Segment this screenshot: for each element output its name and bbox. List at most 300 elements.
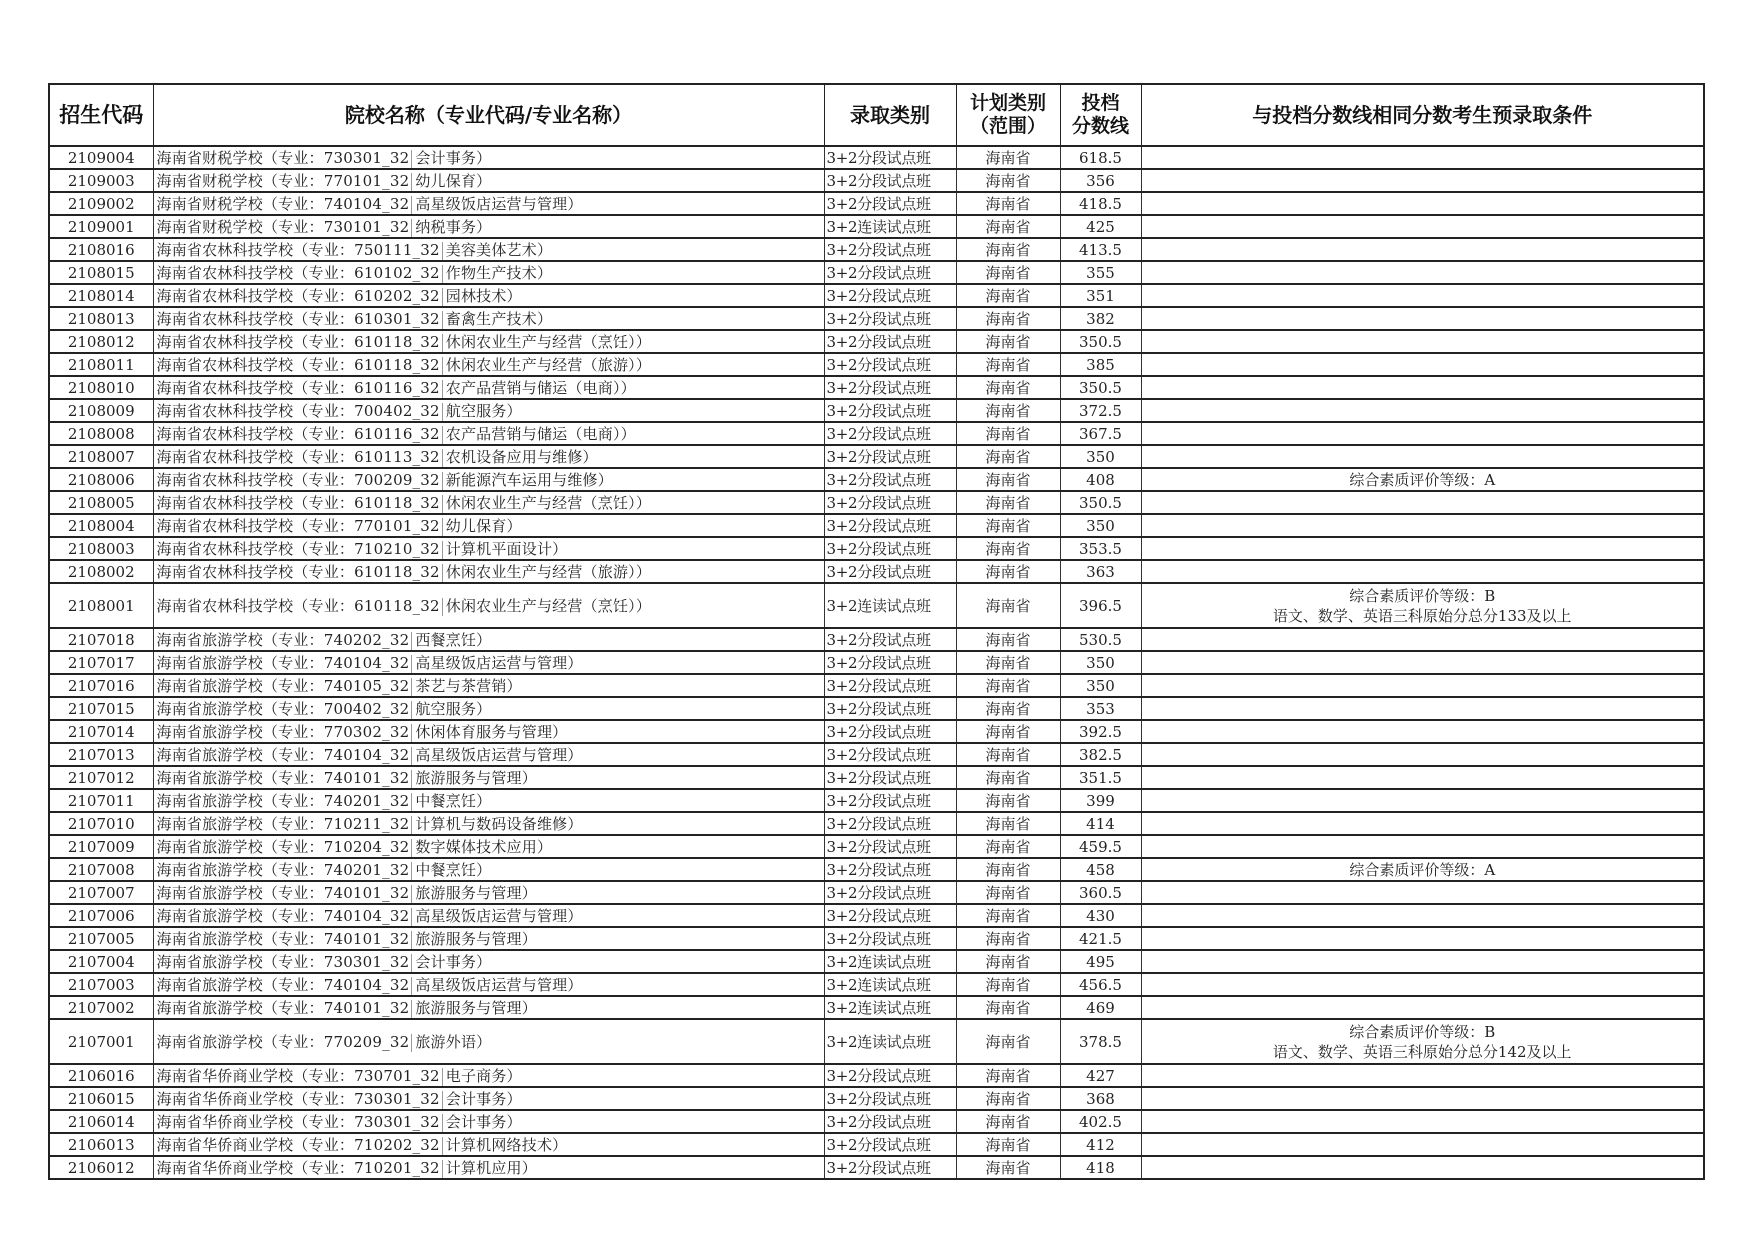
school-major-name [153,215,824,238]
school-major-name [153,743,824,766]
separator [442,541,443,559]
tie-condition [1141,1064,1704,1087]
enrollment-code: 2108001 [49,583,153,628]
separator [442,265,443,283]
school-major-name [153,376,824,399]
table-header-row [49,84,1704,146]
tie-condition [1141,560,1704,583]
major-name: 农产品营销与储运（电商）） [445,378,636,397]
cutoff-score: 412 [1060,1133,1141,1156]
school-major-name [153,537,824,560]
major-name: 会计事务） [415,148,492,167]
header-plan-type-line1: 计划类别 [969,92,1046,114]
cutoff-score: 456.5 [1060,973,1141,996]
table-row [49,261,1704,284]
cutoff-score: 353 [1060,697,1141,720]
major-name: 休闲农业生产与经营（旅游）） [445,562,652,581]
enrollment-code: 2108002 [49,560,153,583]
cutoff-score: 458 [1060,858,1141,881]
admission-type: 3+2分段试点班 [824,904,956,927]
major-name: 高星级饭店运营与管理） [415,194,583,213]
tie-condition [1141,215,1704,238]
school-and-major-code: 海南省旅游学校（专业：740104_32 [156,653,410,672]
plan-type: 海南省 [956,215,1060,238]
school-and-major-code: 海南省农林科技学校（专业：610118_32 [156,332,440,351]
tie-condition [1141,330,1704,353]
plan-type: 海南省 [956,560,1060,583]
major-name: 数字媒体技术应用） [415,837,553,856]
school-major-name [153,1133,824,1156]
table-row [49,1110,1704,1133]
plan-type: 海南省 [956,628,1060,651]
plan-type: 海南省 [956,950,1060,973]
table-row [49,560,1704,583]
tie-condition [1141,766,1704,789]
admission-type: 3+2分段试点班 [824,674,956,697]
tie-condition [1141,1019,1704,1064]
header-enrollment-code: 招生代码 [49,84,153,146]
separator [411,977,412,995]
separator [442,426,443,444]
cutoff-score: 418 [1060,1156,1141,1179]
cutoff-score: 414 [1060,812,1141,835]
plan-type: 海南省 [956,238,1060,261]
school-and-major-code: 海南省农林科技学校（专业：610202_32 [156,286,440,305]
enrollment-code: 2107007 [49,881,153,904]
admission-type: 3+2分段试点班 [824,491,956,514]
school-and-major-code: 海南省农林科技学校（专业：610118_32 [156,493,440,512]
cutoff-score: 385 [1060,353,1141,376]
separator [411,931,412,949]
school-major-name [153,583,824,628]
major-name: 航空服务） [415,699,492,718]
plan-type: 海南省 [956,1019,1060,1064]
plan-type: 海南省 [956,445,1060,468]
table-row [49,445,1704,468]
separator [411,1034,412,1052]
cutoff-score: 378.5 [1060,1019,1141,1064]
plan-type: 海南省 [956,514,1060,537]
school-major-name [153,330,824,353]
tie-condition [1141,491,1704,514]
major-name: 美容美体艺术） [445,240,553,259]
admission-type: 3+2分段试点班 [824,169,956,192]
separator [411,816,412,834]
school-major-name [153,146,824,169]
tie-condition [1141,192,1704,215]
cutoff-score: 367.5 [1060,422,1141,445]
school-major-name [153,353,824,376]
table-row [49,950,1704,973]
header-admission-type: 录取类别 [824,84,956,146]
plan-type: 海南省 [956,881,1060,904]
major-name: 旅游服务与管理） [415,768,537,787]
table-row [49,697,1704,720]
plan-type: 海南省 [956,307,1060,330]
admission-type: 3+2连读试点班 [824,583,956,628]
school-and-major-code: 海南省华侨商业学校（专业：710201_32 [156,1158,440,1177]
tie-condition [1141,904,1704,927]
school-and-major-code: 海南省旅游学校（专业：740101_32 [156,768,410,787]
cutoff-score: 392.5 [1060,720,1141,743]
table-row [49,215,1704,238]
admission-type: 3+2分段试点班 [824,560,956,583]
school-and-major-code: 海南省农林科技学校（专业：610113_32 [156,447,440,466]
tie-condition [1141,169,1704,192]
admission-type: 3+2分段试点班 [824,720,956,743]
plan-type: 海南省 [956,1064,1060,1087]
major-name: 会计事务） [445,1112,522,1131]
separator [442,357,443,375]
table-row [49,583,1704,628]
table-row [49,766,1704,789]
school-and-major-code: 海南省财税学校（专业：730101_32 [156,217,410,236]
tie-condition [1141,996,1704,1019]
plan-type: 海南省 [956,583,1060,628]
header-tie-condition: 与投档分数线相同分数考生预录取条件 [1141,84,1704,146]
enrollment-code: 2107005 [49,927,153,950]
cutoff-score: 353.5 [1060,537,1141,560]
admission-type: 3+2分段试点班 [824,399,956,422]
enrollment-code: 2108012 [49,330,153,353]
plan-type: 海南省 [956,789,1060,812]
school-major-name [153,491,824,514]
separator [442,472,443,490]
tie-condition [1141,812,1704,835]
separator [411,150,412,168]
cutoff-score: 425 [1060,215,1141,238]
enrollment-code: 2107018 [49,628,153,651]
separator [411,173,412,191]
school-major-name [153,1087,824,1110]
plan-type: 海南省 [956,674,1060,697]
plan-type: 海南省 [956,812,1060,835]
table-row [49,789,1704,812]
major-name: 作物生产技术） [445,263,553,282]
admission-type: 3+2分段试点班 [824,1156,956,1179]
table-row [49,858,1704,881]
school-major-name [153,674,824,697]
plan-type: 海南省 [956,697,1060,720]
cutoff-score: 413.5 [1060,238,1141,261]
tie-condition [1141,146,1704,169]
admission-type: 3+2分段试点班 [824,445,956,468]
enrollment-code: 2108013 [49,307,153,330]
admission-type: 3+2分段试点班 [824,1064,956,1087]
admission-type: 3+2分段试点班 [824,468,956,491]
admission-type: 3+2分段试点班 [824,697,956,720]
separator [442,1137,443,1155]
school-major-name [153,468,824,491]
school-major-name [153,789,824,812]
tie-condition [1141,881,1704,904]
school-major-name [153,284,824,307]
plan-type: 海南省 [956,973,1060,996]
table-row [49,307,1704,330]
enrollment-code: 2108007 [49,445,153,468]
major-name: 旅游服务与管理） [415,883,537,902]
plan-type: 海南省 [956,261,1060,284]
plan-type: 海南省 [956,1133,1060,1156]
enrollment-code: 2108008 [49,422,153,445]
enrollment-code: 2107016 [49,674,153,697]
major-name: 农产品营销与储运（电商）） [445,424,636,443]
admission-type: 3+2分段试点班 [824,238,956,261]
tie-condition [1141,422,1704,445]
school-and-major-code: 海南省农林科技学校（专业：610118_32 [156,562,440,581]
enrollment-code: 2107004 [49,950,153,973]
enrollment-code: 2106012 [49,1156,153,1179]
enrollment-code: 2109003 [49,169,153,192]
table-row [49,1064,1704,1087]
tie-condition [1141,789,1704,812]
school-and-major-code: 海南省华侨商业学校（专业：730301_32 [156,1089,440,1108]
major-name: 幼儿保育） [445,516,522,535]
header-cutoff-score-line1: 投档 [1081,92,1120,114]
tie-condition [1141,1156,1704,1179]
school-major-name [153,1019,824,1064]
separator [442,334,443,352]
major-name: 中餐烹饪） [415,860,492,879]
school-and-major-code: 海南省旅游学校（专业：730301_32 [156,952,410,971]
major-name: 计算机与数码设备维修） [415,814,583,833]
major-name: 休闲农业生产与经营（烹饪）） [445,332,652,351]
school-and-major-code: 海南省旅游学校（专业：700402_32 [156,699,410,718]
header-cutoff-score-line2: 分数线 [1071,115,1129,137]
school-and-major-code: 海南省旅游学校（专业：770302_32 [156,722,410,741]
plan-type: 海南省 [956,1156,1060,1179]
condition-line: 语文、数学、英语三科原始分总分133及以上 [1272,606,1572,625]
school-major-name [153,1110,824,1133]
admission-type: 3+2分段试点班 [824,330,956,353]
plan-type: 海南省 [956,1087,1060,1110]
enrollment-code: 2107011 [49,789,153,812]
table-row [49,468,1704,491]
school-major-name [153,927,824,950]
plan-type: 海南省 [956,904,1060,927]
table-row [49,835,1704,858]
school-major-name [153,881,824,904]
tie-condition [1141,720,1704,743]
school-major-name [153,1064,824,1087]
tie-condition [1141,950,1704,973]
admission-type: 3+2连读试点班 [824,215,956,238]
plan-type: 海南省 [956,422,1060,445]
school-and-major-code: 海南省旅游学校（专业：740101_32 [156,883,410,902]
cutoff-score: 382.5 [1060,743,1141,766]
school-and-major-code: 海南省农林科技学校（专业：770101_32 [156,516,440,535]
plan-type: 海南省 [956,399,1060,422]
enrollment-code: 2109001 [49,215,153,238]
school-and-major-code: 海南省农林科技学校（专业：610118_32 [156,355,440,374]
admission-type: 3+2分段试点班 [824,812,956,835]
enrollment-code: 2106015 [49,1087,153,1110]
major-name: 纳税事务） [415,217,492,236]
major-name: 农机设备应用与维修） [445,447,598,466]
major-name: 幼儿保育） [415,171,492,190]
school-major-name [153,560,824,583]
admission-type: 3+2分段试点班 [824,376,956,399]
admission-type: 3+2分段试点班 [824,1087,956,1110]
cutoff-score: 530.5 [1060,628,1141,651]
separator [411,701,412,719]
admission-type: 3+2分段试点班 [824,284,956,307]
major-name: 高星级饭店运营与管理） [415,653,583,672]
major-name: 计算机应用） [445,1158,537,1177]
school-major-name [153,1156,824,1179]
separator [411,678,412,696]
school-major-name [153,445,824,468]
school-major-name [153,192,824,215]
school-and-major-code: 海南省旅游学校（专业：710204_32 [156,837,410,856]
separator [442,288,443,306]
admission-type: 3+2分段试点班 [824,628,956,651]
cutoff-score: 372.5 [1060,399,1141,422]
cutoff-score: 350 [1060,514,1141,537]
header-school-name: 院校名称（专业代码/专业名称） [153,84,824,146]
separator [442,380,443,398]
separator [411,793,412,811]
separator [442,449,443,467]
major-name: 会计事务） [445,1089,522,1108]
tie-condition [1141,583,1704,628]
school-major-name [153,973,824,996]
major-name: 高星级饭店运营与管理） [415,745,583,764]
school-and-major-code: 海南省农林科技学校（专业：610301_32 [156,309,440,328]
school-major-name [153,422,824,445]
cutoff-score: 360.5 [1060,881,1141,904]
major-name: 旅游外语） [415,1032,492,1051]
enrollment-code: 2107009 [49,835,153,858]
major-name: 高星级饭店运营与管理） [415,975,583,994]
major-name: 计算机网络技术） [445,1135,568,1154]
school-major-name [153,904,824,927]
tie-condition [1141,835,1704,858]
admission-type: 3+2连读试点班 [824,1019,956,1064]
cutoff-score: 469 [1060,996,1141,1019]
enrollment-code: 2107010 [49,812,153,835]
school-and-major-code: 海南省旅游学校（专业：740104_32 [156,745,410,764]
table-row [49,514,1704,537]
enrollment-code: 2107008 [49,858,153,881]
tie-condition [1141,284,1704,307]
separator [442,1091,443,1109]
table-row [49,330,1704,353]
plan-type: 海南省 [956,376,1060,399]
plan-type: 海南省 [956,353,1060,376]
tie-condition [1141,468,1704,491]
enrollment-code: 2106016 [49,1064,153,1087]
separator [442,1160,443,1178]
school-and-major-code: 海南省旅游学校（专业：740201_32 [156,860,410,879]
school-major-name [153,720,824,743]
school-and-major-code: 海南省财税学校（专业：740104_32 [156,194,410,213]
school-major-name [153,697,824,720]
tie-condition [1141,514,1704,537]
school-major-name [153,514,824,537]
header-plan-type [956,84,1060,146]
school-and-major-code: 海南省旅游学校（专业：740202_32 [156,630,410,649]
school-and-major-code: 海南省农林科技学校（专业：710210_32 [156,539,440,558]
plan-type: 海南省 [956,146,1060,169]
school-and-major-code: 海南省农林科技学校（专业：610116_32 [156,378,440,397]
admission-type: 3+2分段试点班 [824,514,956,537]
separator [411,655,412,673]
table-row [49,651,1704,674]
condition-line: 综合素质评价等级：A [1349,860,1496,879]
school-and-major-code: 海南省农林科技学校（专业：610102_32 [156,263,440,282]
admission-type: 3+2分段试点班 [824,789,956,812]
tie-condition [1141,376,1704,399]
major-name: 高星级饭店运营与管理） [415,906,583,925]
table-row [49,1156,1704,1179]
school-and-major-code: 海南省旅游学校（专业：710211_32 [156,814,410,833]
tie-condition [1141,537,1704,560]
enrollment-code: 2107002 [49,996,153,1019]
cutoff-score: 355 [1060,261,1141,284]
separator [411,747,412,765]
table-row [49,996,1704,1019]
table-row [49,1087,1704,1110]
enrollment-code: 2108009 [49,399,153,422]
separator [442,518,443,536]
separator [442,1114,443,1132]
separator [411,862,412,880]
school-and-major-code: 海南省旅游学校（专业：740104_32 [156,975,410,994]
table-row [49,192,1704,215]
cutoff-score: 350 [1060,445,1141,468]
plan-type: 海南省 [956,169,1060,192]
tie-condition [1141,1087,1704,1110]
table-row [49,628,1704,651]
school-major-name [153,169,824,192]
school-and-major-code: 海南省农林科技学校（专业：700402_32 [156,401,440,420]
major-name: 园林技术） [445,286,522,305]
table-row [49,399,1704,422]
separator [442,598,443,616]
separator [411,724,412,742]
cutoff-score: 350 [1060,651,1141,674]
major-name: 中餐烹饪） [415,791,492,810]
enrollment-code: 2108015 [49,261,153,284]
admission-score-table [48,83,1705,1180]
enrollment-code: 2108003 [49,537,153,560]
school-and-major-code: 海南省华侨商业学校（专业：730701_32 [156,1066,440,1085]
plan-type: 海南省 [956,1110,1060,1133]
tie-condition [1141,399,1704,422]
tie-condition [1141,445,1704,468]
school-and-major-code: 海南省农林科技学校（专业：750111_32 [156,240,440,259]
major-name: 新能源汽车运用与维修） [445,470,613,489]
table-row [49,169,1704,192]
cutoff-score: 495 [1060,950,1141,973]
separator [442,1068,443,1086]
plan-type: 海南省 [956,720,1060,743]
major-name: 休闲农业生产与经营（烹饪）） [445,493,652,512]
admission-type: 3+2分段试点班 [824,881,956,904]
school-and-major-code: 海南省旅游学校（专业：740201_32 [156,791,410,810]
separator [411,908,412,926]
table-row [49,904,1704,927]
admission-type: 3+2分段试点班 [824,766,956,789]
major-name: 航空服务） [445,401,522,420]
major-name: 电子商务） [445,1066,522,1085]
major-name: 畜禽生产技术） [445,309,553,328]
admission-type: 3+2分段试点班 [824,307,956,330]
tie-condition [1141,261,1704,284]
table-row [49,284,1704,307]
header-plan-type-line2: （范围） [969,115,1046,137]
